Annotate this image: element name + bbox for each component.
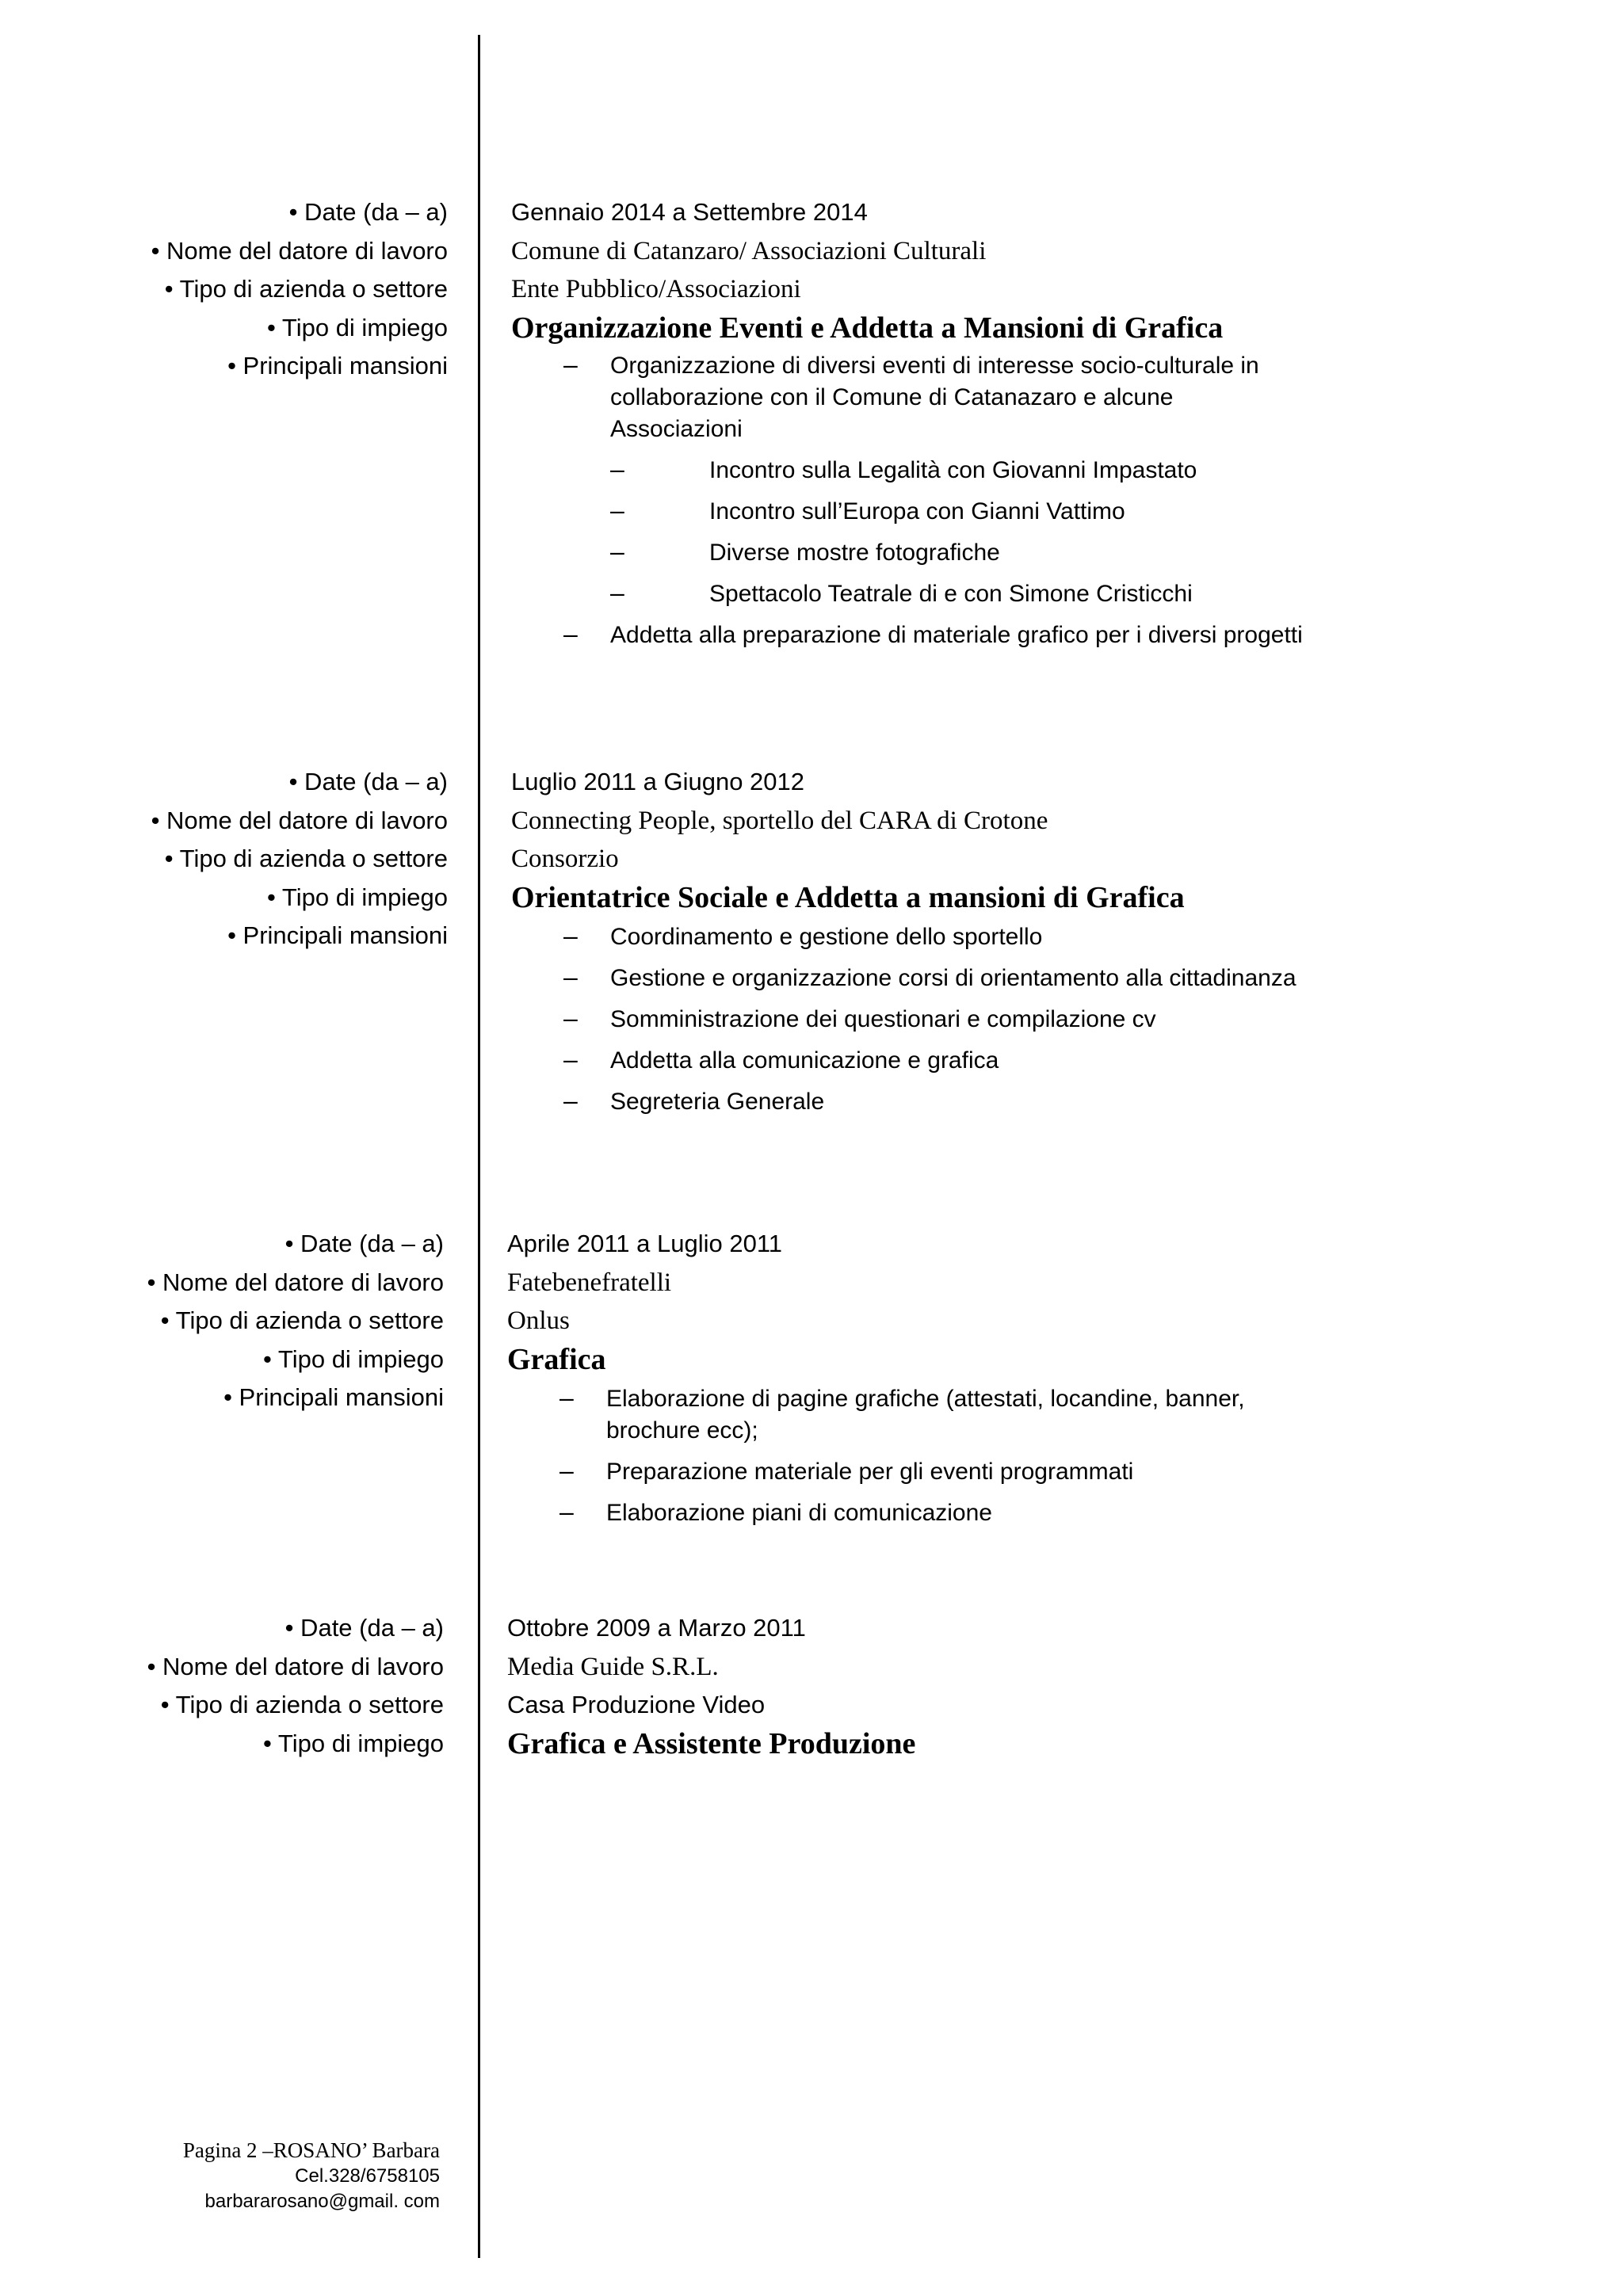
dash-bullet-icon: – bbox=[559, 1497, 574, 1526]
job-employer: Media Guide S.R.L. bbox=[507, 1652, 719, 1681]
dash-bullet-icon: – bbox=[559, 1383, 574, 1412]
field-labels bbox=[44, 1609, 444, 1763]
duty-item bbox=[507, 1497, 1419, 1529]
duty-text: Coordinamento e gestione dello sportello bbox=[610, 924, 1043, 950]
job-details bbox=[507, 1609, 1419, 1763]
label-duties: • Principali mansioni bbox=[227, 352, 448, 379]
duty-text: Somministrazione dei questionari e compilazione cv bbox=[610, 1006, 1156, 1032]
duty-item bbox=[507, 1456, 1419, 1488]
job-date: Gennaio 2014 a Settembre 2014 bbox=[511, 198, 868, 226]
duty-subitem bbox=[511, 496, 1304, 528]
duty-text: Gestione e organizzazione corsi di orientamento alla cittadinanza bbox=[610, 965, 1296, 991]
job-sector: Onlus bbox=[507, 1306, 570, 1335]
duty-text: Elaborazione piani di comunicazione bbox=[606, 1500, 992, 1526]
job-employer: Connecting People, sportello del CARA di Crotone bbox=[511, 806, 1048, 835]
label-sector: • Tipo di azienda o settore bbox=[164, 845, 448, 872]
duty-text: Addetta alla comunicazione e grafica bbox=[610, 1047, 999, 1074]
duty-item bbox=[511, 1045, 1423, 1077]
dash-bullet-icon: – bbox=[610, 455, 624, 483]
duty-item bbox=[511, 963, 1423, 994]
dash-bullet-icon: – bbox=[610, 578, 624, 607]
label-employer: • Nome del datore di lavoro bbox=[151, 236, 448, 265]
dash-bullet-icon: – bbox=[559, 1456, 574, 1485]
label-job-type: • Tipo di impiego bbox=[263, 1729, 444, 1757]
job-employer: Comune di Catanzaro/ Associazioni Culturali bbox=[511, 236, 987, 265]
duty-text: Spettacolo Teatrale di e con Simone Cristicchi bbox=[709, 581, 1193, 607]
dash-bullet-icon: – bbox=[563, 620, 578, 648]
label-sector: • Tipo di azienda o settore bbox=[160, 1306, 444, 1334]
job-date: Aprile 2011 a Luglio 2011 bbox=[507, 1230, 783, 1257]
duty-item bbox=[511, 620, 1304, 651]
label-duties: • Principali mansioni bbox=[227, 921, 448, 949]
footer-page-label: Pagina 2 –ROSANO’ Barbara bbox=[182, 2138, 440, 2162]
duty-subitem bbox=[511, 578, 1304, 610]
duty-subitem bbox=[511, 455, 1304, 486]
duty-text: Organizzazione di diversi eventi di interesse socio-culturale in collaborazione con il Comune di Catanazaro e alcune Associazioni bbox=[610, 353, 1259, 442]
label-employer: • Nome del datore di lavoro bbox=[147, 1652, 444, 1680]
label-date: • Date (da – a) bbox=[288, 768, 448, 795]
job-sector: Consorzio bbox=[511, 845, 619, 873]
job-role: Organizzazione Eventi e Addetta a Mansioni di Grafica bbox=[511, 311, 1224, 345]
label-employer: • Nome del datore di lavoro bbox=[151, 806, 448, 834]
duty-item bbox=[511, 1086, 1423, 1118]
dash-bullet-icon: – bbox=[610, 537, 624, 566]
label-sector: • Tipo di azienda o settore bbox=[160, 1691, 444, 1718]
label-date: • Date (da – a) bbox=[285, 1614, 444, 1642]
duty-text: Incontro sulla Legalità con Giovanni Impastato bbox=[709, 457, 1197, 483]
vertical-divider bbox=[478, 35, 480, 2258]
job-employer: Fatebenefratelli bbox=[507, 1268, 672, 1297]
field-labels bbox=[48, 193, 448, 386]
duty-text: Preparazione materiale per gli eventi programmati bbox=[606, 1459, 1134, 1485]
job-role: Orientatrice Sociale e Addetta a mansioni di Grafica bbox=[511, 880, 1185, 914]
job-details bbox=[511, 763, 1423, 1127]
duty-subitem bbox=[511, 537, 1304, 569]
job-details bbox=[511, 193, 1423, 661]
duty-text: Addetta alla preparazione di materiale grafico per i diversi progetti bbox=[610, 622, 1303, 648]
dash-bullet-icon: – bbox=[563, 963, 578, 991]
job-sector: Ente Pubblico/Associazioni bbox=[511, 275, 801, 303]
job-role: Grafica bbox=[507, 1342, 606, 1376]
label-employer: • Nome del datore di lavoro bbox=[147, 1268, 444, 1296]
label-duties: • Principali mansioni bbox=[223, 1383, 444, 1411]
duty-item bbox=[511, 921, 1423, 953]
dash-bullet-icon: – bbox=[610, 496, 624, 524]
label-job-type: • Tipo di impiego bbox=[267, 313, 448, 341]
duty-text: Elaborazione di pagine grafiche (attestati, locandine, banner, brochure ecc); bbox=[606, 1386, 1245, 1444]
field-labels bbox=[48, 763, 448, 955]
dash-bullet-icon: – bbox=[563, 1004, 578, 1032]
dash-bullet-icon: – bbox=[563, 350, 578, 379]
duty-item bbox=[511, 1004, 1423, 1035]
duties-list bbox=[507, 1383, 1419, 1529]
label-sector: • Tipo di azienda o settore bbox=[164, 275, 448, 303]
job-sector: Casa Produzione Video bbox=[507, 1691, 766, 1718]
footer-phone: Cel.328/6758105 bbox=[295, 2165, 440, 2187]
footer-email: barbararosano@gmail. com bbox=[204, 2191, 440, 2212]
page-footer bbox=[79, 2137, 440, 2214]
job-details bbox=[507, 1225, 1419, 1539]
dash-bullet-icon: – bbox=[563, 1045, 578, 1074]
dash-bullet-icon: – bbox=[563, 921, 578, 950]
duty-item bbox=[511, 350, 1304, 445]
duty-text: Incontro sull’Europa con Gianni Vattimo bbox=[709, 498, 1125, 524]
duty-item bbox=[507, 1383, 1419, 1447]
job-date: Luglio 2011 a Giugno 2012 bbox=[511, 768, 805, 795]
dash-bullet-icon: – bbox=[563, 1086, 578, 1115]
label-job-type: • Tipo di impiego bbox=[263, 1344, 444, 1373]
label-job-type: • Tipo di impiego bbox=[267, 883, 448, 911]
duties-list bbox=[511, 350, 1304, 651]
label-date: • Date (da – a) bbox=[285, 1230, 444, 1257]
job-date: Ottobre 2009 a Marzo 2011 bbox=[507, 1614, 806, 1642]
duties-list bbox=[511, 921, 1423, 1118]
label-date: • Date (da – a) bbox=[288, 198, 448, 226]
field-labels bbox=[44, 1225, 444, 1417]
job-role: Grafica e Assistente Produzione bbox=[507, 1726, 916, 1760]
duty-text: Diverse mostre fotografiche bbox=[709, 540, 1000, 566]
duty-text: Segreteria Generale bbox=[610, 1089, 825, 1115]
